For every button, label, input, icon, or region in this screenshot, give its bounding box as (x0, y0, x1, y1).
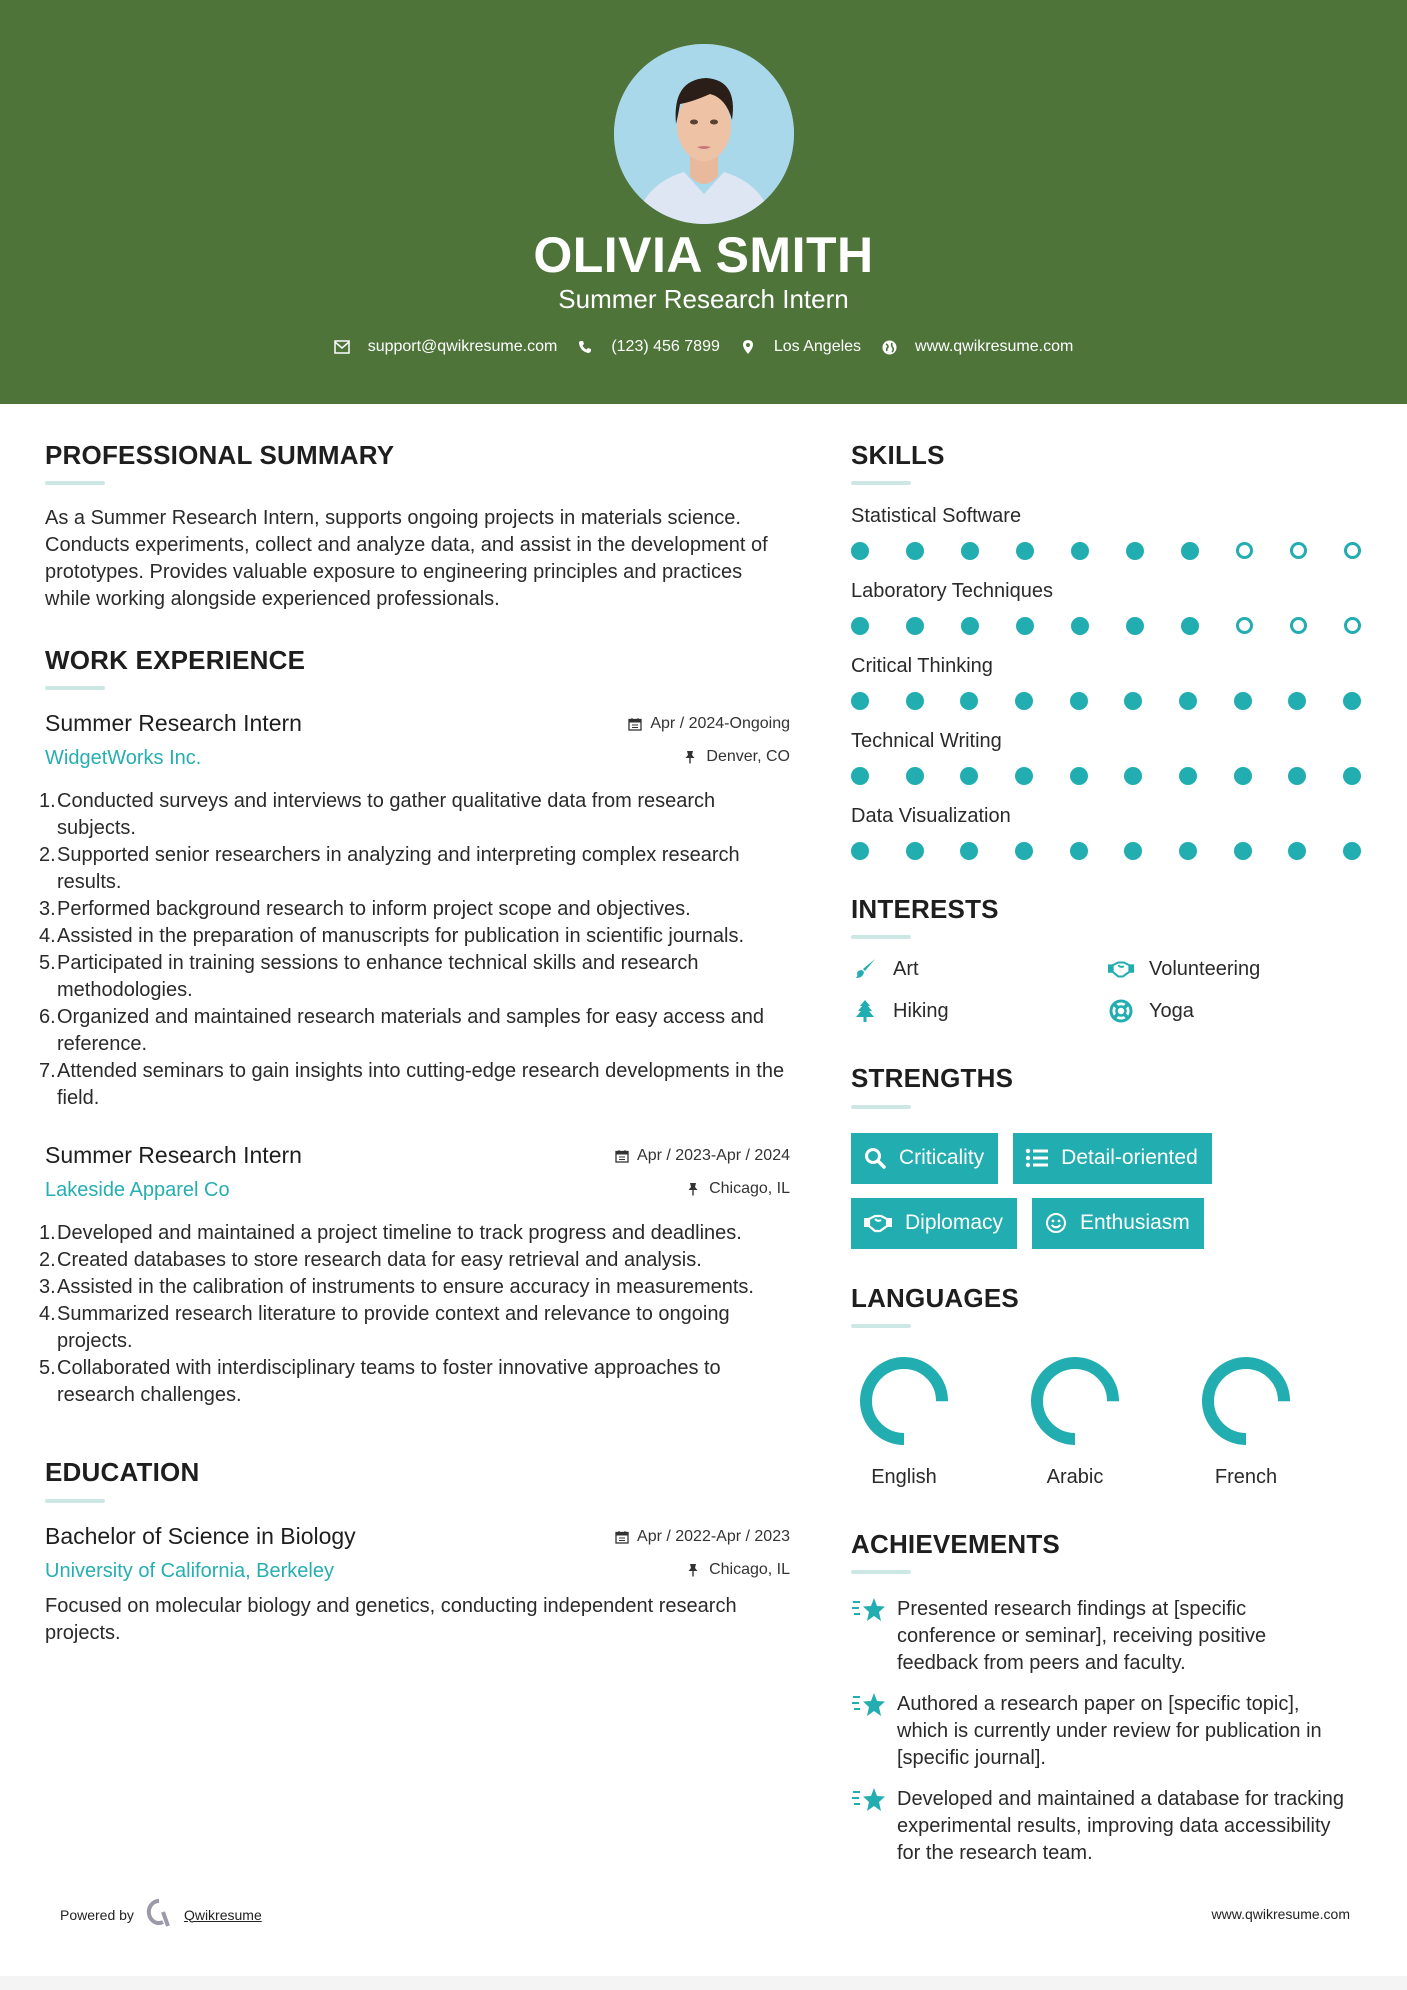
skill-rating (851, 542, 1361, 560)
list-item: 4.Summarized research literature to provide context and relevance to ongoing projects. (39, 1303, 730, 1353)
rating-dot-filled (1179, 842, 1197, 860)
skill-item (851, 580, 1371, 635)
list-item: 4.Assisted in the preparation of manuscripts for publication in scientific journals. (39, 925, 745, 948)
rating-dot-filled (906, 542, 924, 560)
star-award-icon (851, 1596, 887, 1624)
job-title: Summer Research Intern (45, 710, 302, 737)
rating-dot-empty (1290, 617, 1307, 634)
rating-dot-filled (851, 842, 869, 860)
skill-item (851, 805, 1371, 860)
smile-icon (1044, 1211, 1068, 1235)
rating-dot-filled (960, 767, 978, 785)
rating-dot-filled (1181, 617, 1199, 635)
contact-website-text: www.qwikresume.com (915, 338, 1074, 355)
job-location: Denver, CO (684, 748, 790, 766)
interest-item: Volunteering (1107, 957, 1363, 981)
rating-dot-filled (1015, 842, 1033, 860)
company-name: WidgetWorks Inc. (45, 747, 202, 770)
contact-location (740, 338, 861, 356)
skills-heading: SKILLS (851, 440, 945, 470)
qwikresume-logo-icon (146, 1898, 172, 1931)
language-item (1022, 1354, 1193, 1489)
contact-phone[interactable] (577, 338, 720, 356)
languages-heading: LANGUAGES (851, 1282, 1019, 1313)
section-divider (851, 1105, 911, 1109)
job-dates: Apr / 2023-Apr / 2024 (615, 1147, 790, 1165)
job-dates: Apr / 2024-Ongoing (628, 715, 790, 733)
skill-rating (851, 692, 1361, 710)
pushpin-icon (687, 1563, 701, 1577)
strengths-section (851, 1063, 1371, 1248)
rating-dot-filled (1016, 617, 1034, 635)
strengths-heading: STRENGTHS (851, 1063, 1014, 1094)
list-item: 1.Conducted surveys and interviews to gather qualitative data from research subjects. (39, 790, 716, 840)
experience-section (39, 645, 790, 1409)
rating-dot-filled (1234, 842, 1252, 860)
candidate-name: OLIVIA SMITH (533, 227, 874, 283)
paintbrush-icon (851, 957, 879, 981)
footer-website-link[interactable]: www.qwikresume.com (1211, 1906, 1350, 1922)
list-item: 3.Performed background research to inform project scope and objectives. (39, 898, 691, 921)
rating-dot-filled (1179, 692, 1197, 710)
rating-dot-filled (1126, 617, 1144, 635)
resume-header (0, 0, 1407, 404)
skill-name: Statistical Software (851, 505, 1022, 528)
contact-email-text: support@qwikresume.com (367, 338, 558, 355)
rating-dot-filled (906, 692, 924, 710)
pushpin-icon (687, 1182, 701, 1196)
handshake-icon (1107, 957, 1135, 981)
rating-dot-filled (1124, 842, 1142, 860)
rating-dot-filled (851, 692, 869, 710)
skill-rating (851, 842, 1361, 860)
interest-item: Art (851, 957, 1107, 981)
contact-website[interactable] (881, 338, 1073, 356)
rating-dot-filled (1343, 692, 1361, 710)
rating-dot-filled (906, 767, 924, 785)
calendar-icon (615, 1530, 629, 1544)
list-icon (1025, 1146, 1049, 1170)
job-title: Summer Research Intern (45, 1142, 302, 1169)
strength-chip: Diplomacy (851, 1198, 1017, 1249)
summary-text: As a Summer Research Intern, supports ongoing projects in materials science. Conducts experiments, collect and analyze data, and assist in the development of prototypes. Provides valuable exposure to engineering principles and practices while working alongside experienced professionals. (45, 507, 768, 611)
section-divider (45, 686, 105, 690)
rating-dot-filled (1343, 842, 1361, 860)
rating-dot-filled (961, 617, 979, 635)
rating-dot-filled (1071, 617, 1089, 635)
skill-item (851, 655, 1371, 710)
contact-email[interactable] (334, 338, 558, 356)
rating-dot-filled (1124, 692, 1142, 710)
envelope-icon (334, 339, 350, 355)
search-icon (863, 1146, 887, 1170)
rating-dot-filled (1234, 767, 1252, 785)
language-name: English (871, 1465, 937, 1488)
interest-item: Hiking (851, 999, 1107, 1023)
rating-dot-filled (1234, 692, 1252, 710)
interests-heading: INTERESTS (851, 894, 999, 925)
rating-dot-filled (961, 542, 979, 560)
rating-dot-filled (960, 842, 978, 860)
language-progress-ring (857, 1354, 951, 1448)
rating-dot-filled (1288, 767, 1306, 785)
languages-section (851, 1283, 1371, 1489)
rating-dot-filled (1070, 842, 1088, 860)
skill-name: Technical Writing (851, 730, 1002, 753)
rating-dot-filled (906, 617, 924, 635)
rating-dot-filled (1179, 767, 1197, 785)
section-divider (851, 935, 911, 939)
skill-item (851, 505, 1371, 560)
achievement-item: Presented research findings at [specific conference or seminar], receiving positive feedback from peers and faculty. (851, 1596, 1371, 1677)
list-item: 2.Created databases to store research data for easy retrieval and analysis. (39, 1249, 702, 1272)
rating-dot-filled (851, 767, 869, 785)
rating-dot-filled (851, 617, 869, 635)
section-divider (851, 481, 911, 485)
achievements-section (851, 1529, 1371, 1867)
rating-dot-filled (1181, 542, 1199, 560)
languages-list (851, 1354, 1371, 1489)
calendar-icon (628, 717, 642, 731)
skill-item (851, 730, 1371, 785)
rating-dot-empty (1236, 617, 1253, 634)
section-divider (45, 1499, 105, 1503)
job-entry (39, 710, 790, 1112)
rating-dot-filled (1343, 767, 1361, 785)
profile-photo (614, 44, 794, 224)
skills-section (851, 440, 1371, 860)
list-item: 7.Attended seminars to gain insights into cutting-edge research developments in the field. (39, 1060, 785, 1110)
list-item: 6.Organized and maintained research materials and samples for easy access and reference. (39, 1006, 765, 1056)
strengths-list (851, 1133, 1371, 1249)
education-entry (45, 1523, 790, 1647)
page-bottom-edge (0, 1976, 1407, 1990)
calendar-icon (615, 1149, 629, 1163)
right-column (851, 440, 1371, 1867)
rating-dot-filled (1070, 767, 1088, 785)
rating-dot-empty (1236, 542, 1253, 559)
achievements-list (851, 1596, 1371, 1867)
candidate-role: Summer Research Intern (558, 284, 849, 314)
rating-dot-filled (960, 692, 978, 710)
education-location: Chicago, IL (687, 1561, 790, 1579)
interest-item: Yoga (1107, 999, 1363, 1023)
rating-dot-filled (1288, 692, 1306, 710)
list-item: 3.Assisted in the calibration of instruments to ensure accuracy in measurements. (39, 1276, 754, 1299)
strength-chip: Criticality (851, 1133, 998, 1184)
rating-dot-filled (851, 542, 869, 560)
rating-dot-filled (1015, 767, 1033, 785)
list-item: 5.Participated in training sessions to enhance technical skills and research methodologies. (39, 952, 699, 1002)
degree-title: Bachelor of Science in Biology (45, 1522, 356, 1549)
map-marker-icon (740, 339, 756, 355)
skills-list (851, 505, 1371, 860)
rating-dot-filled (1016, 542, 1034, 560)
rating-dot-filled (1070, 692, 1088, 710)
section-divider (851, 1570, 911, 1574)
job-bullets (39, 788, 790, 1112)
language-progress-ring (1199, 1354, 1293, 1448)
strength-chip: Detail-oriented (1013, 1133, 1212, 1184)
rating-dot-filled (906, 842, 924, 860)
skill-name: Critical Thinking (851, 655, 993, 678)
language-item (1193, 1354, 1364, 1489)
star-award-icon (851, 1786, 887, 1814)
summary-heading: PROFESSIONAL SUMMARY (45, 440, 395, 470)
left-column (39, 440, 790, 1647)
strength-chip: Enthusiasm (1032, 1198, 1204, 1249)
interests-list (851, 957, 1371, 1023)
skill-name: Laboratory Techniques (851, 580, 1053, 603)
job-location: Chicago, IL (687, 1180, 790, 1198)
experience-heading: WORK EXPERIENCE (45, 645, 306, 676)
rating-dot-filled (1071, 542, 1089, 560)
skill-rating (851, 617, 1361, 635)
handshake-icon (863, 1211, 893, 1235)
footer-powered-by: Powered by Qwikresume (60, 1898, 262, 1931)
language-progress-ring (1028, 1354, 1122, 1448)
list-item: 1.Developed and maintained a project timeline to track progress and deadlines. (39, 1222, 742, 1245)
globe-icon (881, 339, 897, 355)
qwikresume-link[interactable]: Qwikresume (183, 1906, 262, 1923)
achievements-heading: ACHIEVEMENTS (851, 1528, 1060, 1559)
contact-location-text: Los Angeles (773, 338, 862, 355)
achievement-item: Developed and maintained a database for tracking experimental results, improving data accessibility for the research team. (851, 1786, 1371, 1867)
section-divider (851, 1324, 911, 1328)
rating-dot-empty (1290, 542, 1307, 559)
language-name: Arabic (1046, 1465, 1104, 1488)
job-bullets (39, 1220, 790, 1409)
rating-dot-filled (1126, 542, 1144, 560)
rating-dot-empty (1344, 617, 1361, 634)
job-entry (39, 1142, 790, 1409)
rating-dot-filled (1288, 842, 1306, 860)
phone-icon (577, 339, 593, 355)
section-divider (45, 481, 105, 485)
rating-dot-filled (1124, 767, 1142, 785)
company-name: Lakeside Apparel Co (45, 1179, 230, 1202)
life-ring-icon (1107, 999, 1135, 1023)
rating-dot-empty (1344, 542, 1361, 559)
achievement-item: Authored a research paper on [specific topic], which is currently under review for publication in [specific journal]. (851, 1691, 1371, 1772)
star-award-icon (851, 1691, 887, 1719)
skill-name: Data Visualization (851, 805, 1011, 828)
skill-rating (851, 767, 1361, 785)
education-heading: EDUCATION (45, 1457, 200, 1488)
contact-bar (0, 338, 1407, 356)
summary-section (45, 440, 790, 613)
interests-section (851, 894, 1371, 1023)
education-description: Focused on molecular biology and genetics, conducting independent research projects. (45, 1594, 737, 1644)
pushpin-icon (684, 750, 698, 764)
school-name: University of California, Berkeley (45, 1559, 334, 1582)
rating-dot-filled (1015, 692, 1033, 710)
language-item (851, 1354, 1022, 1489)
list-item: 2.Supported senior researchers in analyzing and interpreting complex research results. (39, 844, 740, 894)
education-dates: Apr / 2022-Apr / 2023 (615, 1528, 790, 1546)
list-item: 5.Collaborated with interdisciplinary teams to foster innovative approaches to research challenges. (39, 1357, 721, 1407)
language-name: French (1214, 1465, 1278, 1488)
tree-icon (851, 999, 879, 1023)
contact-phone-text: (123) 456 7899 (611, 338, 720, 355)
education-section (45, 1457, 790, 1646)
portrait-image (614, 44, 794, 224)
